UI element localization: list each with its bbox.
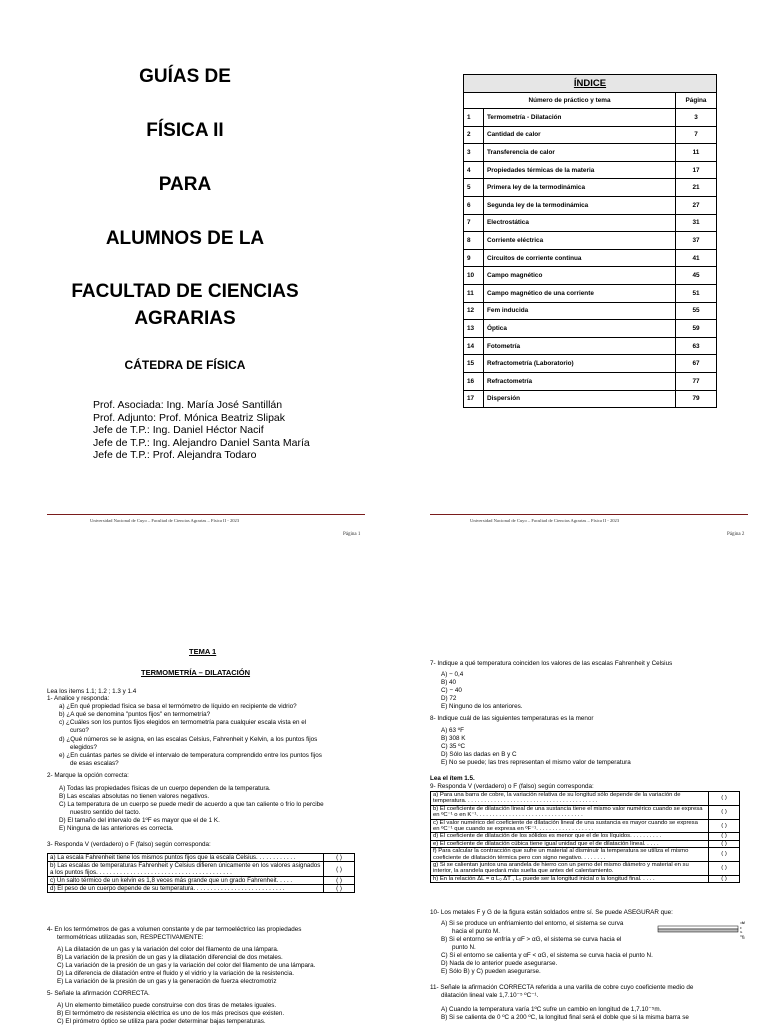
q10-option: hacia el punto M. [452,928,500,935]
index-page: 11 [676,144,717,162]
index-page: 77 [676,372,717,390]
index-number: 9 [464,249,484,267]
q10-option: E) Sólo B) y C) pueden asegurarse. [441,968,541,975]
vf-statement: a) Para una barra de cobre, la variación relativa de su longitud sólo depende de la variación de temperatura. . . . . . . . . . . . . . . . . . . . . . . . . . . . . . . . . . . . . . . . . [431,792,709,806]
vf-answer-box[interactable]: ( ) [709,862,740,876]
index-topic[interactable]: Termometría - Dilatación [484,109,676,127]
q10-option: B) Si el entorno se enfría y αF > αG, el sistema se curva hacia el [441,936,622,943]
index-row[interactable] [464,320,717,338]
index-number: 4 [464,161,484,179]
p3-line: de esas escalas? [70,760,119,767]
index-row[interactable] [464,284,717,302]
vf-answer-box[interactable]: ( ) [324,885,355,893]
q11-intro: 11- Señale la afirmación CORRECTA referida a una varilla de cobre cuyo coeficiente medio de [430,984,694,991]
vf-answer-box[interactable]: ( ) [324,862,355,877]
q10-intro: 10- Los metales F y G de la figura están soldados entre sí. Se puede ASEGURAR que: [430,909,673,916]
footer-rule-right [430,514,748,515]
index-topic[interactable]: Fotometría [484,337,676,355]
index-row[interactable] [464,161,717,179]
fig-label-f: F [740,926,742,930]
index-number: 7 [464,214,484,232]
vf-row [431,862,740,876]
cover-title-line-2: FÍSICA II [146,120,224,141]
index-page: 27 [676,196,717,214]
index-row[interactable] [464,372,717,390]
index-row[interactable] [464,214,717,232]
p3-line: nuestro sentido del tacto. [70,809,141,816]
footer-text-left: Universidad Nacional de Cuyo – Facultad de Ciencias Agrarias – Física II - 2023 [90,518,240,523]
vf-statement: f) Para calcular la contracción que sufre un material al disminuir la temperatura se utiliza el mismo coeficiente de dilatación térmica pero con signo negativo. . . . . . . . [431,848,709,862]
lea-item: Lea el ítem 1.5. [430,775,475,782]
q11-option: B) Si se calienta de 0 ºC a 200 ºC, la longitud final será el doble que si la misma barra se [441,1014,689,1021]
vf-row [431,833,740,840]
p3-line: c) ¿Cuáles son los puntos fijos elegidos en termometría para cualquier escala vista en el [59,719,307,726]
vf-answer-box[interactable]: ( ) [709,875,740,882]
vf-answer-box[interactable]: ( ) [709,833,740,840]
index-topic[interactable]: Fem inducida [484,302,676,320]
index-topic[interactable]: Campo magnético de una corriente [484,284,676,302]
index-number: 16 [464,372,484,390]
index-topic[interactable]: Propiedades térmicas de la materia [484,161,676,179]
vf-statement: g) Si se calientan juntos una arandela de hierro con un perno del mismo diámetro y material en su interior, la arandela quedará más suelta que antes del calentamiento. [431,862,709,876]
q7-option: E) Ninguno de los anteriores. [441,703,523,710]
q8-option: E) No se puede; las tres representan el mismo valor de temperatura [441,759,631,766]
index-page: 17 [676,161,717,179]
cover-title-line-4: ALUMNOS DE LA [105,228,265,249]
index-topic[interactable]: Cantidad de calor [484,126,676,144]
q10-option: punto N. [452,944,476,951]
vf-statement: d) El peso de un cuerpo depende de su temperatura. . . . . . . . . . . . . . . . . . . . . . . . . . . [48,885,324,893]
vf-statement: e) El coeficiente de dilatación cúbica tiene igual unidad que el de dilatación lineal. . . . . [431,840,709,847]
cover-title-line-3: PARA [158,174,212,195]
fig-label-g: G [740,930,743,934]
index-row[interactable] [464,337,717,355]
q4-option: C) La variación de la presión de un gas y la variación del color del filamento de una lámpara. [57,962,316,969]
q8-intro: 8- Indique cuál de las siguientes temperaturas es la menor [430,715,594,722]
footer-text-right: Universidad Nacional de Cuyo – Facultad de Ciencias Agrarias – Física II - 2023 [470,518,620,523]
index-page: 51 [676,284,717,302]
cover-title-line-5: FACULTAD DE CIENCIAS [71,281,299,302]
vf-statement: b) Las escalas de temperaturas Fahrenheit y Celsius difieren únicamente en los valores asignados a los puntos fijos. . . . . . . . . . . . . . . . . . . . . . . . . . . . . . . . . . . . . . . . [48,862,324,877]
index-row[interactable] [464,390,717,408]
index-page: 41 [676,249,717,267]
q11-option: A) Cuando la temperatura varía 1ºC sufre un cambio en longitud de 1,7.10⁻⁵m. [441,1006,662,1013]
p3-line: Lea los items 1.1; 1.2 ; 1.3 y 1.4 [47,688,137,695]
q4-option: A) La dilatación de un gas y la variación del color del filamento de una lámpara. [57,946,279,953]
index-col-page: Página [676,93,717,109]
bimetal-strip-figure [656,920,748,942]
p3-line: 1- Analice y responda: [47,695,110,702]
vf-row [431,848,740,862]
catedra-heading: CÁTEDRA DE FÍSICA [124,358,246,372]
fig-label-m: M [742,921,745,925]
vf-statement: h) En la relación ΔL = α L₀ ΔT , L₀ puede ser la longitud inicial o la longitud final. . . . . [431,875,709,882]
index-row[interactable] [464,232,717,250]
index-row[interactable] [464,355,717,373]
index-topic[interactable]: Campo magnético [484,267,676,285]
vf-row [431,819,740,833]
vf-statement: c) Un salto térmico de un kelvin es 1,8 veces más grande que un grado Fahrenheit. . . . . [48,877,324,885]
footer-rule-left [47,514,365,515]
q4-intro: 4- En los termómetros de gas a volumen constante y de par termoeléctrico las propiedades [47,926,302,933]
q8-option: B) 308 K [441,735,466,742]
q8-option: C) 35 ºC [441,743,465,750]
q7-option: A) − 0,4 [441,671,464,678]
p3-line: b) ¿A qué se denomina "puntos fijos" en termometría? [59,711,211,718]
index-number: 14 [464,337,484,355]
index-page: 21 [676,179,717,197]
vf-row [431,840,740,847]
index-topic[interactable]: Primera ley de la termodinámica [484,179,676,197]
p3-line: E) Ninguna de las anteriores es correcta. [59,825,174,832]
vf-answer-box[interactable]: ( ) [324,877,355,885]
vf-row [48,854,355,862]
vf-row [431,805,740,819]
index-number: 17 [464,390,484,408]
index-page: 31 [676,214,717,232]
index-topic[interactable]: Segunda ley de la termodinámica [484,196,676,214]
index-number: 10 [464,267,484,285]
vf-row [431,792,740,806]
vf-statement: c) El valor numérico del coeficiente de dilatación lineal de una sustancia es mayor cuando se expresa en ºC⁻¹ que cuando se expresa en ºF⁻¹. . . . . . . . . . . . . . . . . . [431,819,709,833]
tema-heading: TEMA 1 [189,647,217,656]
index-row[interactable] [464,196,717,214]
q5-option: A) Un elemento bimetálico puede construirse con dos tiras de metales iguales. [57,1002,277,1009]
index-number: 1 [464,109,484,127]
vf-answer-box[interactable]: ( ) [709,792,740,806]
q4-option: D) La diferencia de dilatación entre el fluido y el vidrio y la variación de la resistencia. [57,970,294,977]
cover-title-line-6: AGRARIAS [134,308,236,329]
index-number: 8 [464,232,484,250]
index-topic[interactable]: Corriente eléctrica [484,232,676,250]
p3-line: curso? [70,727,89,734]
index-topic[interactable]: Circuitos de corriente continua [484,249,676,267]
vf-row [48,885,355,893]
index-page: 59 [676,320,717,338]
q9-intro: 9- Responda V (verdadero) o F (falso) según corresponda: [430,783,594,790]
vf-row [48,862,355,877]
p3-line: 3- Responda V (verdadero) o F (falso) según corresponda: [47,841,211,848]
p3-line: 2- Marque la opción correcta: [47,772,129,779]
index-number: 13 [464,320,484,338]
q10-option: A) Si se produce un enfriamiento del entorno, el sistema se curva [441,920,624,927]
vf-answer-box[interactable]: ( ) [324,854,355,862]
index-col-topic: Número de práctico y tema [464,93,676,109]
q4-option: B) La variación de la presión de un gas y la dilatación diferencial de dos metales. [57,954,283,961]
page-number-2: Página 2 [727,532,745,537]
q5-option: C) El pirómetro óptico se utiliza para poder determinar bajas temperaturas. [57,1018,266,1025]
staff-item: Jefe de T.P.: Prof. Alejandra Todaro [93,449,257,461]
index-number: 11 [464,284,484,302]
p3-line: C) La temperatura de un cuerpo se puede medir de acuerdo a que tan caliente o frío lo percibe [59,801,324,808]
p3-line: B) Las escalas absolutas no tienen valores negativos. [59,793,210,800]
staff-list [93,399,310,462]
index-topic[interactable]: Óptica [484,320,676,338]
index-page: 79 [676,390,717,408]
index-page: 37 [676,232,717,250]
index-page: 55 [676,302,717,320]
staff-item: Jefe de T.P.: Ing. Daniel Héctor Nacif [93,424,264,436]
q7-option: B) 40 [441,679,457,686]
q8-option: D) Sólo las dadas en B y C [441,751,517,758]
index-number: 12 [464,302,484,320]
q7-intro: 7- Indique a qué temperatura coinciden los valores de las escalas Fahrenheit y Celsius [430,660,673,667]
index-number: 15 [464,355,484,373]
q5-option: B) El termómetro de resistencia eléctrica es uno de los más precisos que existen. [57,1010,285,1017]
vf-table-q3 [47,853,355,893]
staff-item: Prof. Adjunto: Prof. Mónica Beatriz Slipak [93,411,286,424]
index-number: 6 [464,196,484,214]
q4-option: E) La variación de la presión de un gas y la generación de fuerza electromotriz [57,978,277,985]
index-topic[interactable]: Refractometría (Laboratorio) [484,355,676,373]
page-number-1: Página 1 [343,532,361,537]
q7-option: D) 72 [441,695,457,702]
vf-answer-box[interactable]: ( ) [709,805,740,819]
q10-option: D) Nada de lo anterior puede asegurarse. [441,960,558,967]
index-page: 67 [676,355,717,373]
index-topic[interactable]: Refractometría [484,372,676,390]
p3-line: elegidos? [70,744,97,751]
index-row[interactable] [464,144,717,162]
index-page: 7 [676,126,717,144]
index-row[interactable] [464,302,717,320]
p3-line: A) Todas las propiedades físicas de un cuerpo dependen de la temperatura. [59,785,271,792]
p3-line: D) El tamaño del intervalo de 1ºF es mayor que el de 1 K. [59,817,220,824]
vf-statement: b) El coeficiente de dilatación lineal de una sustancia tiene el mismo valor numérico cuando se expresa en ºC⁻¹ o en K⁻¹. . . . . . . . . . . . . . . . . . . . . . . . . . . . . . . . . [431,805,709,819]
q5-intro: 5- Señale la afirmación CORRECTA. [47,990,150,997]
p3-line: e) ¿En cuántas partes se divide el intervalo de temperatura comprendido entre los puntos fijos [59,752,322,759]
cover-title-line-1: GUÍAS DE [139,66,231,87]
index-number: 2 [464,126,484,144]
index-number: 3 [464,144,484,162]
q8-option: A) 63 ºF [441,727,464,734]
q10-option: C) Si el entorno se calienta y αF < αG, el sistema se curva hacia el punto N. [441,952,653,959]
staff-item: Jefe de T.P.: Ing. Alejandro Daniel Santa María [93,436,310,449]
index-row[interactable] [464,267,717,285]
vf-row [431,875,740,882]
vf-statement: a) La escala Fahrenheit tiene los mismos puntos fijos que la escala Celsius. . . . . . . . . . . . [48,854,324,862]
index-topic[interactable]: Electrostática [484,214,676,232]
tema-subtitle: TERMOMETRÍA – DILATACIÓN [141,668,251,677]
vf-statement: d) El coeficiente de dilatación de los sólidos es menor que el de los líquidos. . . . . . . . . . [431,833,709,840]
vf-table-q9 [430,791,740,883]
index-row[interactable] [464,126,717,144]
p3-line: a) ¿En qué propiedad física se basa el termómetro de líquido en recipiente de vidrio? [59,703,297,710]
index-topic[interactable]: Transferencia de calor [484,144,676,162]
q4-intro-2: termométricas utilizadas son, RESPECTIVAMENTE: [57,934,204,941]
p3-line: d) ¿Qué números se le asigna, en las escalas Celsius, Fahrenheit y Kelvin, a los puntos fijos [59,736,318,743]
vf-answer-box[interactable]: ( ) [709,819,740,833]
index-title: ÍNDICE [464,75,717,93]
q11-intro-2: dilatación lineal vale 1,7.10⁻⁵ ºC⁻¹. [441,992,539,999]
index-number: 5 [464,179,484,197]
index-page: 3 [676,109,717,127]
index-page: 63 [676,337,717,355]
vf-answer-box[interactable]: ( ) [709,848,740,862]
vf-answer-box[interactable]: ( ) [709,840,740,847]
fig-label-n: N [742,936,745,940]
index-table [463,74,717,408]
index-row[interactable] [464,109,717,127]
staff-item: Prof. Asociada: Ing. María José Santillán [93,399,283,411]
index-row[interactable] [464,179,717,197]
index-row[interactable] [464,249,717,267]
vf-row [48,877,355,885]
index-page: 45 [676,267,717,285]
index-topic[interactable]: Dispersión [484,390,676,408]
q7-option: C) − 40 [441,687,462,694]
